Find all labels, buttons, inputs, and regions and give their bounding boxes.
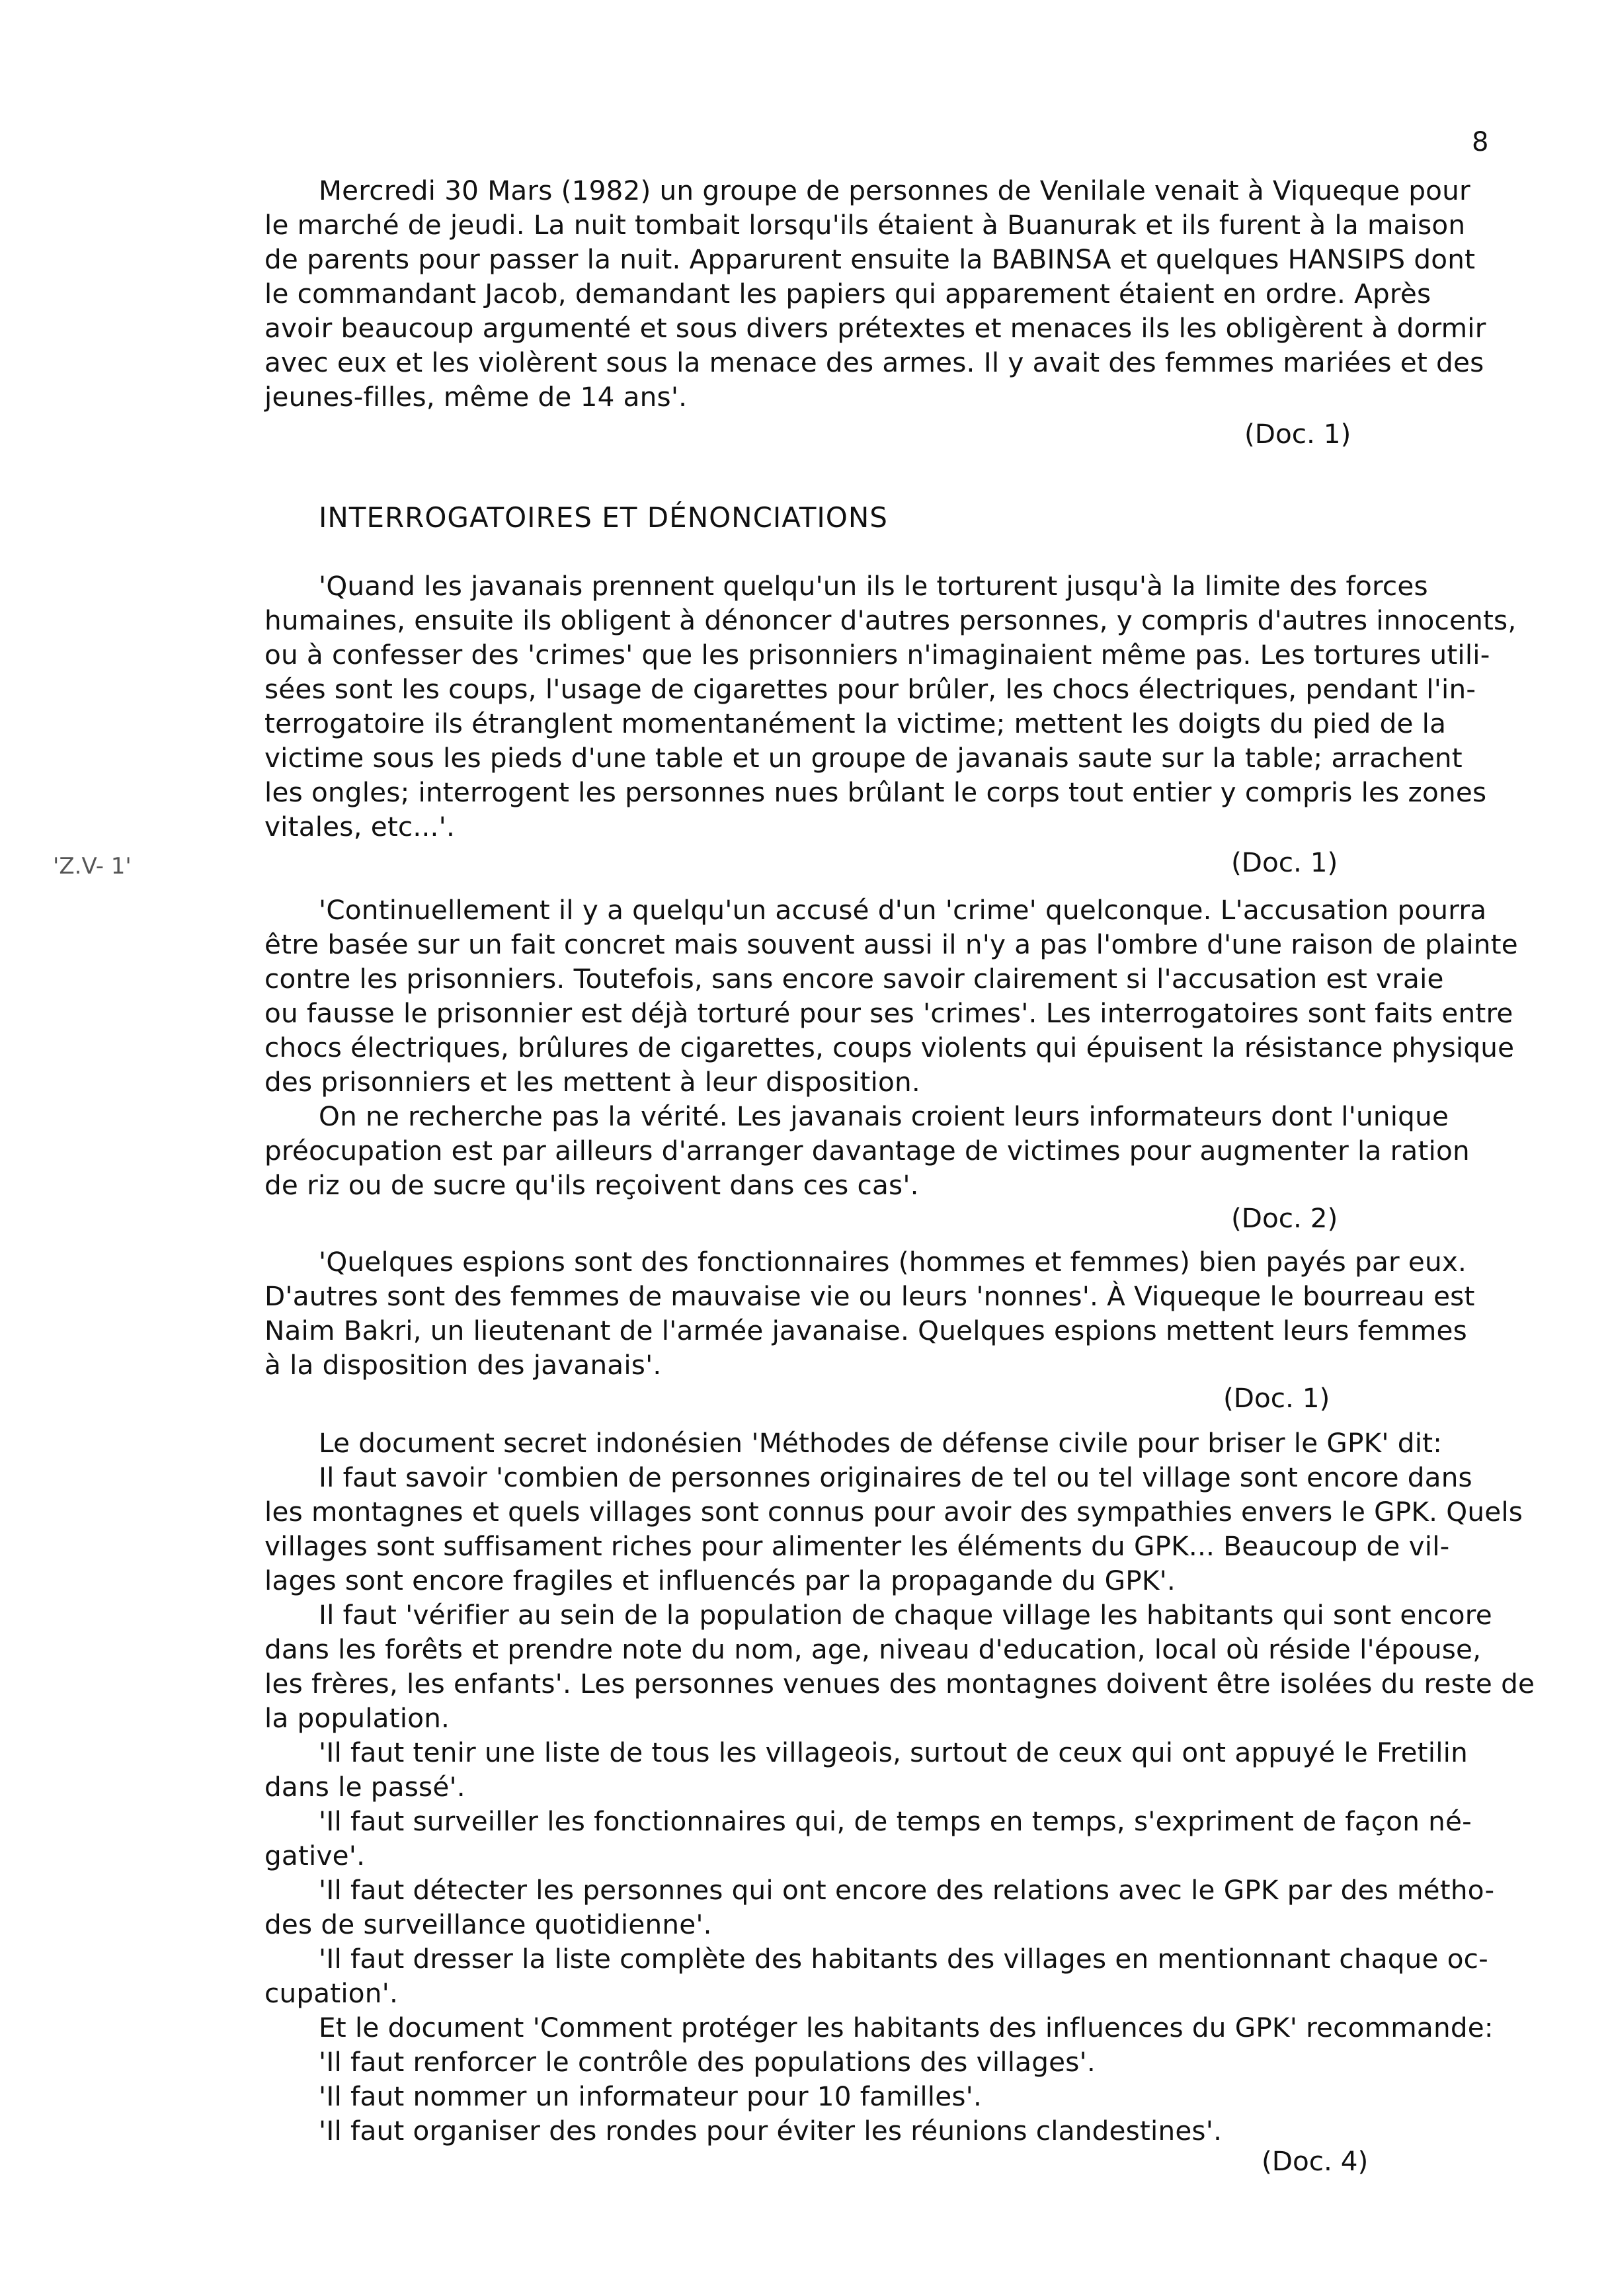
text-line: Mercredi 30 Mars (1982) un groupe de personnes de Venilale venait à Viqueque pour <box>319 175 1470 206</box>
text-line: villages sont suffisament riches pour alimenter les éléments du GPK... Beaucoup de vil- <box>264 1530 1450 1562</box>
text-line: vitales, etc...'. <box>264 811 456 842</box>
text-line: 'Quelques espions sont des fonctionnaires (hommes et femmes) bien payés par eux. <box>319 1246 1467 1278</box>
text-line: préocupation est par ailleurs d'arranger davantage de victimes pour augmenter la ration <box>264 1135 1470 1167</box>
text-line: D'autres sont des femmes de mauvaise vie ou leurs 'nonnes'. À Viqueque le bourreau est <box>264 1280 1475 1312</box>
text-line: être basée sur un fait concret mais souvent aussi il n'y a pas l'ombre d'une raison de plainte <box>264 928 1518 960</box>
text-line: 'Il faut nommer un informateur pour 10 familles'. <box>319 2080 983 2112</box>
text-line: Il faut savoir 'combien de personnes originaires de tel ou tel village sont encore dans <box>319 1461 1472 1493</box>
doc-reference: (Doc. 1) <box>1223 1382 1330 1414</box>
text-line: les montagnes et quels villages sont connus pour avoir des sympathies envers le GPK. Quels <box>264 1496 1523 1528</box>
text-line: les frères, les enfants'. Les personnes venues des montagnes doivent être isolées du reste de <box>264 1668 1535 1700</box>
text-line: 'Il faut surveiller les fonctionnaires qui, de temps en temps, s'expriment de façon né- <box>319 1805 1472 1837</box>
text-line: 'Il faut détecter les personnes qui ont encore des relations avec le GPK par des métho- <box>319 1874 1495 1906</box>
text-line: gative'. <box>264 1840 366 1871</box>
text-line: terrogatoire ils étranglent momentanément la victime; mettent les doigts du pied de la <box>264 708 1447 739</box>
text-line: 'Il faut renforcer le contrôle des populations des villages'. <box>319 2046 1096 2078</box>
text-line: Il faut 'vérifier au sein de la population de chaque village les habitants qui sont encore <box>319 1599 1492 1631</box>
section-heading: INTERROGATOIRES ET DÉNONCIATIONS <box>319 501 888 534</box>
text-line: 'Il faut organiser des rondes pour éviter les réunions clandestines'. <box>319 2115 1223 2147</box>
text-line: à la disposition des javanais'. <box>264 1349 662 1381</box>
text-line: 'Il faut tenir une liste de tous les villageois, surtout de ceux qui ont appuyé le Fretilin <box>319 1737 1468 1768</box>
doc-reference: (Doc. 1) <box>1231 846 1338 878</box>
text-line: chocs électriques, brûlures de cigarettes, coups violents qui épuisent la résistance physique <box>264 1032 1515 1063</box>
text-line: dans les forêts et prendre note du nom, age, niveau d'education, local où réside l'épouse, <box>264 1633 1482 1665</box>
text-line: dans le passé'. <box>264 1771 465 1803</box>
text-line: 'Continuellement il y a quelqu'un accusé d'un 'crime' quelconque. L'accusation pourra <box>319 894 1487 926</box>
text-line: victime sous les pieds d'une table et un groupe de javanais saute sur la table; arrachent <box>264 742 1463 774</box>
text-line: la population. <box>264 1702 450 1734</box>
text-line: des prisonniers et les mettent à leur disposition. <box>264 1066 920 1098</box>
text-line: le marché de jeudi. La nuit tombait lorsqu'ils étaient à Buanurak et ils furent à la maison <box>264 209 1466 241</box>
margin-note: 'Z.V- 1' <box>53 853 132 880</box>
text-line: sées sont les coups, l'usage de cigarettes pour brûler, les chocs électriques, pendant l'in- <box>264 673 1476 705</box>
text-line: humaines, ensuite ils obligent à dénoncer d'autres personnes, y compris d'autres innocents, <box>264 604 1517 636</box>
text-line: des de surveillance quotidienne'. <box>264 1908 712 1940</box>
page-number: 8 <box>1472 127 1489 157</box>
doc-reference: (Doc. 4) <box>1262 2145 1369 2177</box>
text-line: Le document secret indonésien 'Méthodes de défense civile pour briser le GPK' dit: <box>319 1427 1443 1459</box>
text-line: ou à confesser des 'crimes' que les prisonniers n'imaginaient même pas. Les tortures utili- <box>264 639 1490 671</box>
text-line: cupation'. <box>264 1977 399 2009</box>
text-line: avec eux et les violèrent sous la menace des armes. Il y avait des femmes mariées et des <box>264 347 1484 378</box>
text-line: jeunes-filles, même de 14 ans'. <box>264 381 688 413</box>
text-line: le commandant Jacob, demandant les papiers qui apparement étaient en ordre. Après <box>264 278 1431 309</box>
doc-reference: (Doc. 1) <box>1244 418 1351 450</box>
text-line: On ne recherche pas la vérité. Les javanais croient leurs informateurs dont l'unique <box>319 1100 1449 1132</box>
text-line: 'Il faut dresser la liste complète des habitants des villages en mentionnant chaque oc- <box>319 1943 1488 1975</box>
text-line: lages sont encore fragiles et influencés par la propagande du GPK'. <box>264 1565 1176 1596</box>
text-line: contre les prisonniers. Toutefois, sans encore savoir clairement si l'accusation est vraie <box>264 963 1444 995</box>
text-line: Et le document 'Comment protéger les habitants des influences du GPK' recommande: <box>319 2012 1494 2043</box>
text-line: Naim Bakri, un lieutenant de l'armée javanaise. Quelques espions mettent leurs femmes <box>264 1315 1467 1346</box>
text-line: avoir beaucoup argumenté et sous divers prétextes et menaces ils les obligèrent à dormir <box>264 312 1486 344</box>
doc-reference: (Doc. 2) <box>1231 1202 1338 1234</box>
text-line: de parents pour passer la nuit. Apparurent ensuite la BABINSA et quelques HANSIPS dont <box>264 243 1476 275</box>
text-line: les ongles; interrogent les personnes nues brûlant le corps tout entier y compris les zones <box>264 776 1487 808</box>
text-line: ou fausse le prisonnier est déjà torturé pour ses 'crimes'. Les interrogatoires sont faits entre <box>264 997 1513 1029</box>
text-line: 'Quand les javanais prennent quelqu'un ils le torturent jusqu'à la limite des forces <box>319 570 1428 602</box>
text-line: de riz ou de sucre qu'ils reçoivent dans ces cas'. <box>264 1169 919 1201</box>
